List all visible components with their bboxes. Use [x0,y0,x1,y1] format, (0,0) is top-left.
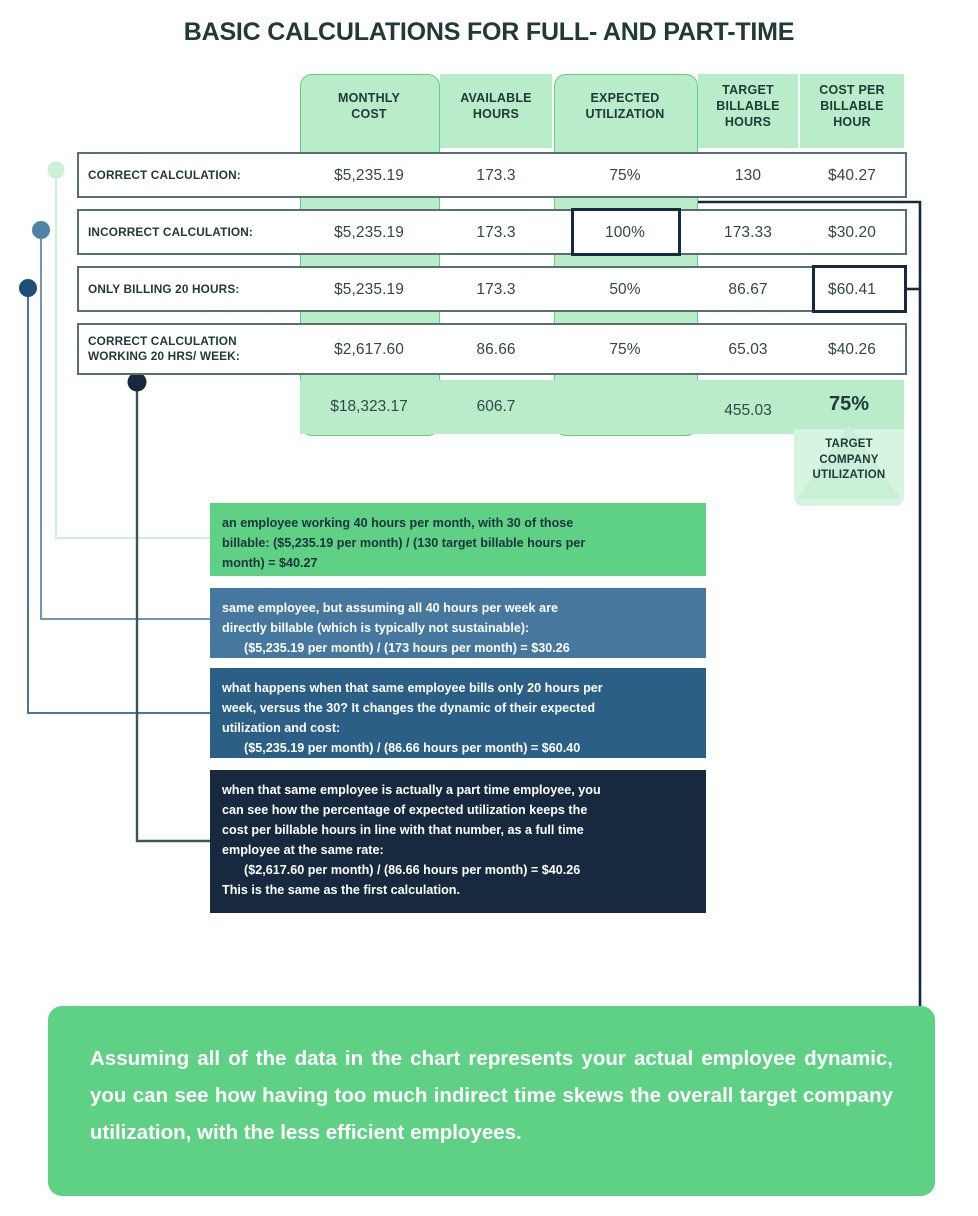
callout-line: month) = $40.27 [222,556,318,570]
callout-line: week, versus the 30? It changes the dynamic of their expected [222,701,596,715]
callout-line: ($5,235.19 per month) / (173 hours per month) = $30.26 [244,641,570,655]
cell-available-hours: 173.3 [476,281,516,298]
connector-dot-navy [128,373,147,392]
callout-line: employee at the same rate: [222,843,384,857]
row-label-incorrect-calculation [88,225,288,240]
header-line: HOURS [472,107,520,121]
connector-dot-green [48,162,65,179]
label-line: UTILIZATION [812,469,886,481]
header-line: HOURS [724,115,772,129]
header-line: AVAILABLE [460,91,532,105]
callout-line: ($5,235.19 per month) / (86.66 hours per month) = $60.40 [244,741,581,755]
cell-target-billable-hours: 130 [734,167,762,184]
callout-line: same employee, but assuming all 40 hours per week are [222,601,558,615]
cell-monthly-cost: $5,235.19 [334,224,404,241]
callout-line: an employee working 40 hours per month, with 30 of those [222,516,574,530]
connector-dot-dark-blue [19,279,37,297]
callout-line: utilization and cost: [222,721,341,735]
callout-line: billable: ($5,235.19 per month) / (130 target billable hours per [222,536,586,550]
row-label-line: ONLY BILLING 20 HOURS: [88,282,240,296]
cell-expected-utilization: 100% [604,224,646,241]
header-line: UTILIZATION [585,107,665,121]
row-label-correct-calculation-20hrs [88,334,298,364]
highlight-box-expected-utilization-100 [571,208,681,256]
header-line: BILLABLE [716,99,780,113]
row-label-line: WORKING 20 HRS/ WEEK: [88,349,240,363]
cell-available-hours: 86.66 [476,341,516,358]
summary-line: less efficient employees. [280,1121,522,1144]
cell-cost-per-billable-hour: $40.27 [827,167,876,184]
cell-monthly-cost: $5,235.19 [334,167,404,184]
label-line: TARGET [825,438,873,450]
header-line: MONTHLY [337,91,401,105]
row-label-only-billing-20-hours [88,282,288,297]
cell-cost-per-billable-hour: $40.26 [827,341,876,358]
cell-monthly-cost: $5,235.19 [334,281,404,298]
highlight-box-cost-per-billable-hour-6041 [812,265,907,313]
cell-available-hours: 173.3 [476,167,516,184]
header-line: COST [351,107,387,121]
summary-line: employee dynamic, you can see how having too much indirect [90,1047,893,1107]
row-label-line: INCORRECT CALCULATION: [88,225,253,239]
callout-incorrect-calculation [210,588,706,658]
row-label-line: CORRECT CALCULATION [88,334,237,348]
cell-cost-per-billable-hour: $30.20 [827,224,876,241]
row-label-correct-calculation [88,168,288,183]
row-label-line: CORRECT CALCULATION: [88,168,241,182]
cell-expected-utilization: 75% [609,167,641,184]
header-expected-utilization [554,90,696,122]
summary-banner [48,1006,935,1196]
page-title: BASIC CALCULATIONS FOR FULL- AND PART-TIME [183,18,795,46]
target-company-utilization-card [794,381,904,506]
total-available-hours: 606.7 [476,398,516,415]
header-line: EXPECTED [590,91,660,105]
callout-line: cost per billable hours in line with that number, as a full time [222,823,584,837]
cell-monthly-cost: $2,617.60 [334,341,404,358]
callout-line: This is the same as the first calculation. [222,883,460,897]
header-cost-per-billable-hour [800,82,904,130]
cell-available-hours: 173.3 [476,224,516,241]
callout-only-billing-20-hours [210,668,706,758]
cell-expected-utilization: 75% [609,341,641,358]
callout-line: what happens when that same employee bills only 20 hours per [222,681,603,695]
callout-line: directly billable (which is typically not sustainable): [222,621,530,635]
total-monthly-cost: $18,323.17 [330,398,408,415]
target-utilization-value: 75% [828,393,870,415]
callout-line: when that same employee is actually a part time employee, you [222,783,601,797]
connector-dot-mid-blue [32,221,50,239]
cell-cost-per-billable-hour: $60.41 [827,281,876,298]
callout-line: ($2,617.60 per month) / (86.66 hours per month) = $40.26 [244,863,581,877]
header-available-hours [440,90,552,122]
header-monthly-cost [300,90,438,122]
label-line: COMPANY [819,453,879,466]
callout-correct-calculation [210,503,706,576]
summary-line: Assuming all of the data in the chart represents your actual [90,1047,694,1070]
header-line: COST PER [819,83,885,97]
header-line: TARGET [722,83,774,97]
callout-line: can see how the percentage of expected utilization keeps the [222,803,588,817]
target-utilization-label [794,437,904,484]
header-target-billable-hours [698,82,798,130]
total-target-billable-hours: 455.03 [724,402,772,419]
cell-target-billable-hours: 86.67 [728,281,768,298]
cell-target-billable-hours: 65.03 [728,341,768,358]
cell-expected-utilization: 50% [609,281,641,298]
callout-part-time-employee [210,770,706,913]
header-line: HOUR [833,115,871,129]
summary-line: time skews the overall target company utilization, with the [90,1084,894,1144]
header-line: BILLABLE [820,99,884,113]
cell-target-billable-hours: 173.33 [723,224,772,241]
